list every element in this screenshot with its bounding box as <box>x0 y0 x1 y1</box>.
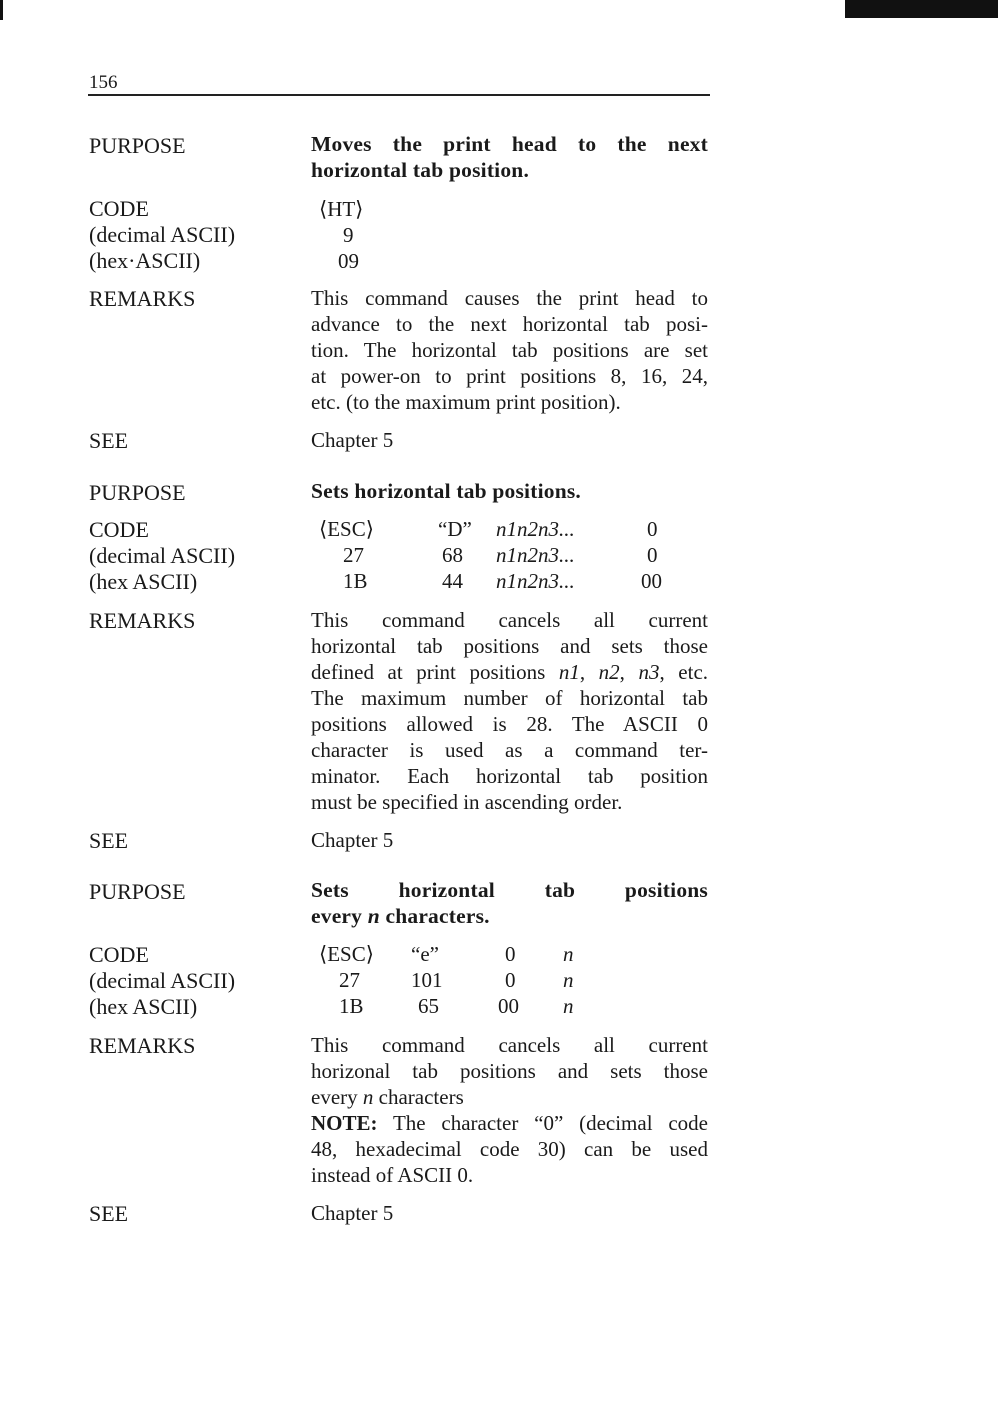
decimal-ascii-label: (decimal ASCII) <box>89 543 236 568</box>
note-label: NOTE: <box>311 1111 378 1135</box>
code-cell: 65 <box>418 994 439 1018</box>
code-cell: 44 <box>442 569 463 593</box>
code-cell: ⟨ESC⟩ <box>319 517 374 541</box>
decimal-ascii-label: (decimal ASCII) <box>89 968 236 993</box>
scan-edge-mark <box>0 0 3 20</box>
code-cell: 00 <box>641 569 662 593</box>
note-line <box>311 1110 708 1136</box>
code-cell: 0 <box>647 517 658 541</box>
code-cell: 9 <box>343 223 354 247</box>
purpose-line: Sets horizontal tab positions <box>311 878 708 902</box>
remarks-line: every n characters <box>311 1085 464 1109</box>
header-rule <box>88 94 710 96</box>
code-cell: 00 <box>498 994 519 1018</box>
code-cell: 68 <box>442 543 463 567</box>
see-label: SEE <box>89 828 129 853</box>
remarks-line: minator. Each horizontal tab position <box>311 764 708 788</box>
decimal-ascii-label: (decimal ASCII) <box>89 222 236 247</box>
remarks-line: defined at print positions n1, n2, n3, etc. <box>311 660 709 684</box>
code-cell: 1B <box>343 569 368 593</box>
code-cell: n1n2n3... <box>496 517 575 541</box>
remarks-line: tion. The horizontal tab positions are set <box>311 338 708 362</box>
remarks-line: etc. (to the maximum print position). <box>311 390 621 414</box>
scan-edge-mark <box>845 0 998 18</box>
remarks-line: horizonal tab positions and sets those <box>311 1059 708 1083</box>
code-cell: ⟨ESC⟩ <box>319 942 374 966</box>
code-label: CODE <box>89 942 149 967</box>
code-cell: 0 <box>647 543 658 567</box>
code-label: CODE <box>89 517 149 542</box>
purpose-line: Moves the print head to the next <box>311 132 708 156</box>
code-cell: 0 <box>505 968 516 992</box>
code-cell: “e” <box>411 942 439 966</box>
remarks-line: positions allowed is 28. The ASCII 0 <box>311 712 708 736</box>
remarks-line: must be specified in ascending order. <box>311 790 623 814</box>
remarks-label: REMARKS <box>89 286 196 311</box>
see-reference: Chapter 5 <box>311 1201 394 1225</box>
remarks-line: horizontal tab positions and sets those <box>311 634 708 658</box>
hex-ascii-label: (hex ASCII) <box>89 569 198 594</box>
note-text: The character “0” (decimal code <box>392 1111 708 1135</box>
purpose-label: PURPOSE <box>89 879 186 904</box>
see-reference: Chapter 5 <box>311 428 394 452</box>
code-cell: n <box>563 942 574 966</box>
see-label: SEE <box>89 1201 129 1226</box>
remarks-line: This command cancels all current <box>311 1033 708 1057</box>
remarks-line: This command causes the print head to <box>311 286 708 310</box>
remarks-line: The maximum number of horizontal tab <box>311 686 708 710</box>
hex-ascii-label: (hex·ASCII) <box>89 248 201 273</box>
remarks-text <box>311 1032 708 1188</box>
code-cell: “D” <box>438 517 472 541</box>
code-cell: 27 <box>339 968 360 992</box>
purpose-line: Sets horizontal tab positions. <box>311 479 582 503</box>
code-cell: 1B <box>339 994 364 1018</box>
hex-ascii-label: (hex ASCII) <box>89 994 198 1019</box>
code-cell: 101 <box>411 968 443 992</box>
remarks-line: character is used as a command ter- <box>311 738 708 762</box>
code-label: CODE <box>89 196 149 221</box>
see-reference: Chapter 5 <box>311 828 394 852</box>
code-cell: n1n2n3... <box>496 569 575 593</box>
remarks-label: REMARKS <box>89 1033 196 1058</box>
code-cell: ⟨HT⟩ <box>319 197 364 221</box>
code-cell: 0 <box>505 942 516 966</box>
purpose-label: PURPOSE <box>89 133 186 158</box>
code-cell: n1n2n3... <box>496 543 575 567</box>
remarks-text <box>311 607 708 815</box>
page-number: 156 <box>89 72 118 93</box>
remarks-line: advance to the next horizontal tab posi- <box>311 312 708 336</box>
code-cell: n <box>563 968 574 992</box>
note-line: instead of ASCII 0. <box>311 1163 474 1187</box>
remarks-text <box>311 285 708 415</box>
remarks-line: This command cancels all current <box>311 608 708 632</box>
code-cell: 09 <box>338 249 359 273</box>
purpose-line: horizontal tab position. <box>311 158 530 182</box>
code-cell: 27 <box>343 543 364 567</box>
note-line: 48, hexadecimal code 30) can be used <box>311 1137 708 1161</box>
see-label: SEE <box>89 428 129 453</box>
purpose-line: every n characters. <box>311 904 490 928</box>
remarks-label: REMARKS <box>89 608 196 633</box>
remarks-line: at power-on to print positions 8, 16, 24, <box>311 364 708 388</box>
purpose-label: PURPOSE <box>89 480 186 505</box>
code-cell: n <box>563 994 574 1018</box>
